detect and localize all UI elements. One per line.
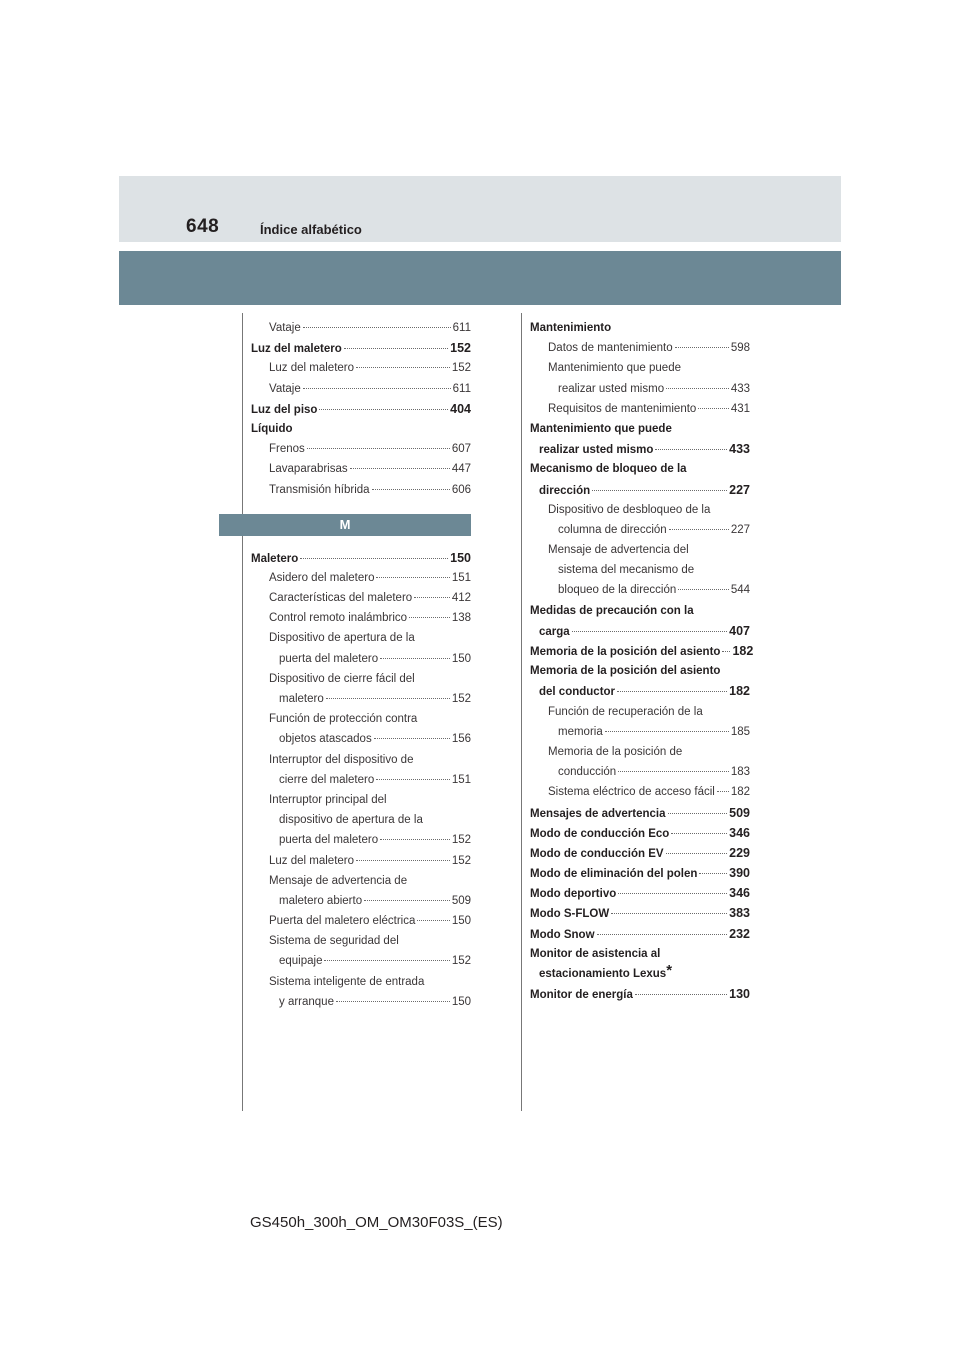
page-reference: 152: [451, 854, 471, 867]
index-entry[interactable]: [530, 480, 750, 500]
dot-leader: [611, 913, 727, 914]
page-reference: 407: [729, 623, 750, 638]
index-entry[interactable]: [530, 439, 750, 459]
page-reference: 151: [451, 773, 471, 786]
index-term: maletero abierto: [279, 894, 363, 907]
index-term: Memoria de la posición de: [548, 745, 683, 758]
index-term: Mensajes de advertencia: [530, 807, 666, 820]
dot-leader: [356, 367, 450, 368]
index-group-l: [251, 318, 471, 500]
index-term: columna de dirección: [558, 523, 667, 536]
page-reference: 229: [729, 845, 750, 860]
page-reference: 544: [730, 584, 750, 597]
index-term: y arranque: [279, 995, 334, 1008]
index-entry[interactable]: [251, 951, 471, 971]
page-reference: 606: [451, 483, 471, 496]
dot-leader: [722, 651, 730, 652]
index-entry[interactable]: [251, 689, 471, 709]
index-term: Vataje: [269, 322, 301, 334]
index-term: Luz del maletero: [269, 362, 355, 375]
index-term: estacionamiento Lexus: [539, 968, 667, 980]
header-band: [119, 176, 841, 242]
index-entry[interactable]: [530, 318, 750, 338]
page-reference: 346: [729, 886, 750, 901]
index-term: Monitor de energía: [530, 989, 633, 1002]
dot-leader: [668, 813, 728, 814]
page-reference: 182: [730, 786, 750, 799]
index-entry[interactable]: [530, 601, 750, 621]
page-reference: 433: [729, 442, 750, 457]
index-term: Luz del maletero: [251, 343, 342, 356]
dot-leader: [350, 468, 450, 469]
dot-leader: [655, 449, 727, 450]
letter-heading-m: M: [219, 514, 471, 536]
page-reference: 431: [730, 402, 750, 415]
index-entry[interactable]: [251, 318, 471, 338]
index-term: maletero: [279, 693, 324, 705]
dot-leader: [635, 994, 727, 995]
dot-leader: [618, 893, 727, 894]
index-term: Requisitos de mantenimiento: [548, 402, 697, 415]
index-group-m: [251, 548, 471, 1012]
index-entry[interactable]: [251, 419, 471, 439]
page-reference: 447: [451, 463, 471, 476]
index-entry[interactable]: [251, 628, 471, 648]
index-entry[interactable]: [251, 891, 471, 911]
index-entry[interactable]: [251, 568, 471, 588]
index-term: Mantenimiento: [530, 322, 612, 334]
dot-leader: [319, 409, 448, 410]
index-term: Función de recuperación de la: [548, 705, 703, 718]
index-entry[interactable]: [251, 548, 471, 568]
page-number: 648: [186, 216, 220, 237]
index-entry[interactable]: [530, 661, 750, 681]
page-reference: 509: [729, 805, 750, 820]
page-reference: 390: [729, 866, 750, 881]
index-group-m-continued: [530, 318, 754, 1004]
index-entry[interactable]: [251, 588, 471, 608]
index-entry[interactable]: [251, 770, 471, 790]
index-entry[interactable]: [530, 560, 750, 580]
index-term: Vataje: [269, 382, 301, 395]
index-entry[interactable]: [530, 863, 750, 883]
dot-leader: [326, 698, 450, 699]
index-term: Modo de conducción EV: [530, 847, 664, 860]
page-reference: 598: [730, 342, 750, 355]
index-term: Mensaje de advertencia de: [269, 874, 408, 887]
index-entry[interactable]: [530, 762, 750, 782]
index-entry[interactable]: [251, 830, 471, 850]
index-entry[interactable]: [530, 984, 750, 1004]
index-entry[interactable]: [251, 439, 471, 459]
page-reference: 227: [729, 482, 750, 497]
dot-leader: [356, 860, 450, 861]
index-term: Dispositivo de apertura de la: [269, 632, 415, 645]
index-entry[interactable]: [530, 803, 750, 823]
index-term: Mantenimiento que puede: [548, 362, 681, 375]
index-entry[interactable]: [530, 338, 750, 358]
dot-leader: [666, 388, 729, 389]
index-entry[interactable]: [530, 883, 750, 903]
index-column-right: [530, 318, 754, 1004]
page-reference: 185: [730, 725, 750, 738]
index-term: memoria: [558, 725, 603, 738]
index-entry[interactable]: [530, 681, 750, 701]
index-term: Memoria de la posición del asiento: [530, 665, 721, 678]
page-reference: 433: [730, 382, 750, 395]
index-term: Puerta del maletero eléctrica: [269, 915, 416, 928]
page-reference: 182: [732, 644, 754, 658]
page-reference: 227: [730, 523, 750, 536]
index-term: Modo S-FLOW: [530, 908, 610, 921]
index-term: Datos de mantenimiento: [548, 342, 673, 355]
index-entry[interactable]: [251, 379, 471, 399]
dot-leader: [678, 589, 729, 590]
index-entry[interactable]: [530, 358, 750, 378]
index-term: Control remoto inalámbrico: [269, 612, 408, 625]
dot-leader: [307, 448, 450, 449]
index-entry[interactable]: [251, 992, 471, 1012]
page-reference: 152: [451, 834, 471, 847]
dot-leader: [364, 900, 450, 901]
index-entry[interactable]: [530, 379, 750, 399]
page-reference: 182: [729, 684, 750, 699]
page-reference: 152: [451, 955, 471, 968]
index-term: Modo de conducción Eco: [530, 827, 670, 840]
right-column-rule: [521, 313, 522, 1111]
index-term: Mantenimiento que puede: [530, 422, 672, 435]
index-term: dirección: [539, 484, 591, 497]
index-term: Sistema inteligente de entrada: [269, 975, 425, 988]
dot-leader: [409, 617, 450, 618]
index-entry[interactable]: [251, 608, 471, 628]
page-reference: 150: [451, 995, 471, 1008]
index-column-left: [251, 318, 471, 1012]
page-reference: 152: [451, 362, 471, 375]
index-entry[interactable]: [530, 621, 750, 641]
page-reference: 183: [730, 766, 750, 779]
page-reference: 383: [729, 906, 750, 921]
dot-leader: [605, 731, 729, 732]
index-term: Luz del piso: [251, 403, 318, 416]
page-reference: 611: [452, 322, 471, 334]
dot-leader: [303, 388, 451, 389]
index-term: puerta del maletero: [279, 834, 379, 847]
dot-leader: [376, 577, 449, 578]
index-term: Luz del maletero: [269, 854, 355, 867]
index-entry[interactable]: [530, 722, 750, 742]
page-reference: 156: [451, 733, 471, 746]
index-entry[interactable]: [530, 540, 750, 560]
dot-leader: [324, 960, 449, 961]
index-entry[interactable]: [530, 641, 754, 661]
page-reference: 509: [451, 894, 471, 907]
index-entry[interactable]: [251, 972, 471, 992]
index-term: Memoria de la posición del asiento: [530, 646, 721, 658]
index-term: realizar usted mismo: [539, 444, 654, 457]
index-term: Mensaje de advertencia del: [548, 544, 689, 557]
dot-leader: [671, 833, 727, 834]
index-term: Frenos: [269, 443, 305, 456]
index-entry[interactable]: [251, 709, 471, 729]
dot-leader: [417, 920, 449, 921]
index-entry[interactable]: [251, 669, 471, 689]
page-reference: 412: [451, 592, 471, 605]
index-entry[interactable]: [530, 944, 750, 964]
index-term: Características del maletero: [269, 592, 413, 605]
index-entry[interactable]: [530, 843, 750, 863]
index-term: Sistema de seguridad del: [269, 935, 399, 948]
index-entry[interactable]: [251, 750, 471, 770]
index-term: Maletero: [251, 552, 299, 565]
index-entry[interactable]: [251, 931, 471, 951]
index-entry[interactable]: [530, 903, 750, 923]
index-entry[interactable]: [530, 520, 750, 540]
index-entry[interactable]: [530, 702, 750, 722]
dot-leader: [618, 771, 729, 772]
index-entry[interactable]: [251, 459, 471, 479]
page-reference: 152: [450, 341, 471, 356]
dot-leader: [414, 597, 450, 598]
index-term: Dispositivo de desbloqueo de la: [548, 503, 711, 516]
index-entry[interactable]: [530, 459, 750, 479]
dot-leader: [666, 853, 728, 854]
index-term: conducción: [558, 766, 617, 779]
section-title: Índice alfabético: [260, 222, 362, 237]
index-term: Interruptor del dispositivo de: [269, 753, 414, 766]
index-term: Modo de eliminación del polen: [530, 868, 698, 881]
index-term: Líquido: [251, 422, 293, 435]
index-entry[interactable]: [251, 649, 471, 669]
index-term: Interruptor principal del: [269, 793, 387, 806]
index-term: Medidas de precaución con la: [530, 604, 694, 617]
dot-leader: [380, 839, 450, 840]
index-entry[interactable]: estacionamiento Lexus *: [530, 964, 750, 984]
index-term: Modo Snow: [530, 928, 595, 941]
dot-leader: [372, 489, 450, 490]
index-entry[interactable]: [530, 500, 750, 520]
document-code: GS450h_300h_OM_OM30F03S_(ES): [250, 1214, 503, 1231]
index-term: realizar usted mismo: [558, 382, 665, 395]
index-term: Modo deportivo: [530, 888, 617, 901]
index-entry[interactable]: [530, 399, 750, 419]
page-reference: 404: [450, 401, 471, 416]
index-entry[interactable]: [251, 338, 471, 358]
index-entry[interactable]: [251, 911, 471, 931]
dot-leader: [300, 558, 448, 559]
index-entry[interactable]: [251, 810, 471, 830]
index-entry[interactable]: [251, 399, 471, 419]
page-reference: 611: [452, 382, 471, 395]
dot-leader: [376, 779, 450, 780]
dot-leader: [717, 791, 729, 792]
index-entry[interactable]: [530, 580, 750, 600]
dot-leader: [669, 529, 729, 530]
index-entry[interactable]: [530, 419, 750, 439]
index-term: dispositivo de apertura de la: [279, 814, 423, 827]
index-term: bloqueo de la dirección: [558, 584, 677, 597]
index-term: cierre del maletero: [279, 773, 375, 786]
header-accent-band: [119, 251, 841, 305]
page-reference: 152: [451, 693, 471, 705]
index-term: Mecanismo de bloqueo de la: [530, 463, 687, 476]
index-term: carga: [539, 625, 570, 638]
page-reference: 346: [729, 825, 750, 840]
page-reference: 150: [451, 915, 471, 928]
left-column-rule: [242, 313, 243, 1111]
index-term: del conductor: [539, 686, 616, 699]
dot-leader: [380, 658, 450, 659]
index-entry[interactable]: [251, 871, 471, 891]
index-term: sistema del mecanismo de: [558, 564, 695, 577]
dot-leader: [303, 327, 451, 328]
index-entry[interactable]: [251, 851, 471, 871]
dot-leader: [344, 348, 448, 349]
index-term: Dispositivo de cierre fácil del: [269, 672, 415, 685]
index-entry[interactable]: [530, 742, 750, 762]
dot-leader: [617, 691, 727, 692]
page-reference: 138: [451, 612, 471, 625]
index-entry[interactable]: [251, 790, 471, 810]
index-entry[interactable]: [530, 823, 750, 843]
dot-leader: [699, 873, 727, 874]
page-reference: 607: [451, 443, 471, 456]
page-reference: 150: [451, 652, 471, 665]
index-term: Función de protección contra: [269, 713, 418, 726]
dot-leader: [675, 347, 729, 348]
index-entry[interactable]: [530, 782, 750, 802]
index-term: Lavaparabrisas: [269, 463, 348, 476]
index-term: puerta del maletero: [279, 652, 379, 665]
index-term: equipaje: [279, 955, 323, 968]
dot-leader: [597, 934, 728, 935]
index-entry[interactable]: [251, 480, 471, 500]
dot-leader: [374, 738, 450, 739]
index-term: Monitor de asistencia al: [530, 947, 661, 960]
index-term: objetos atascados: [279, 733, 372, 746]
index-entry[interactable]: [251, 729, 471, 749]
dot-leader: [592, 490, 727, 491]
dot-leader: [336, 1001, 450, 1002]
page-reference: 232: [729, 926, 750, 941]
page-reference: 130: [729, 987, 750, 1002]
index-term: Sistema eléctrico de acceso fácil: [548, 786, 715, 799]
dot-leader: [572, 631, 727, 632]
dot-leader: [698, 408, 729, 409]
page-reference: 151: [451, 571, 471, 584]
index-term: Asidero del maletero: [269, 571, 375, 584]
page-reference: 150: [450, 550, 471, 565]
index-term: Transmisión híbrida: [269, 483, 370, 496]
index-entry[interactable]: [530, 924, 750, 944]
index-entry[interactable]: [251, 358, 471, 378]
